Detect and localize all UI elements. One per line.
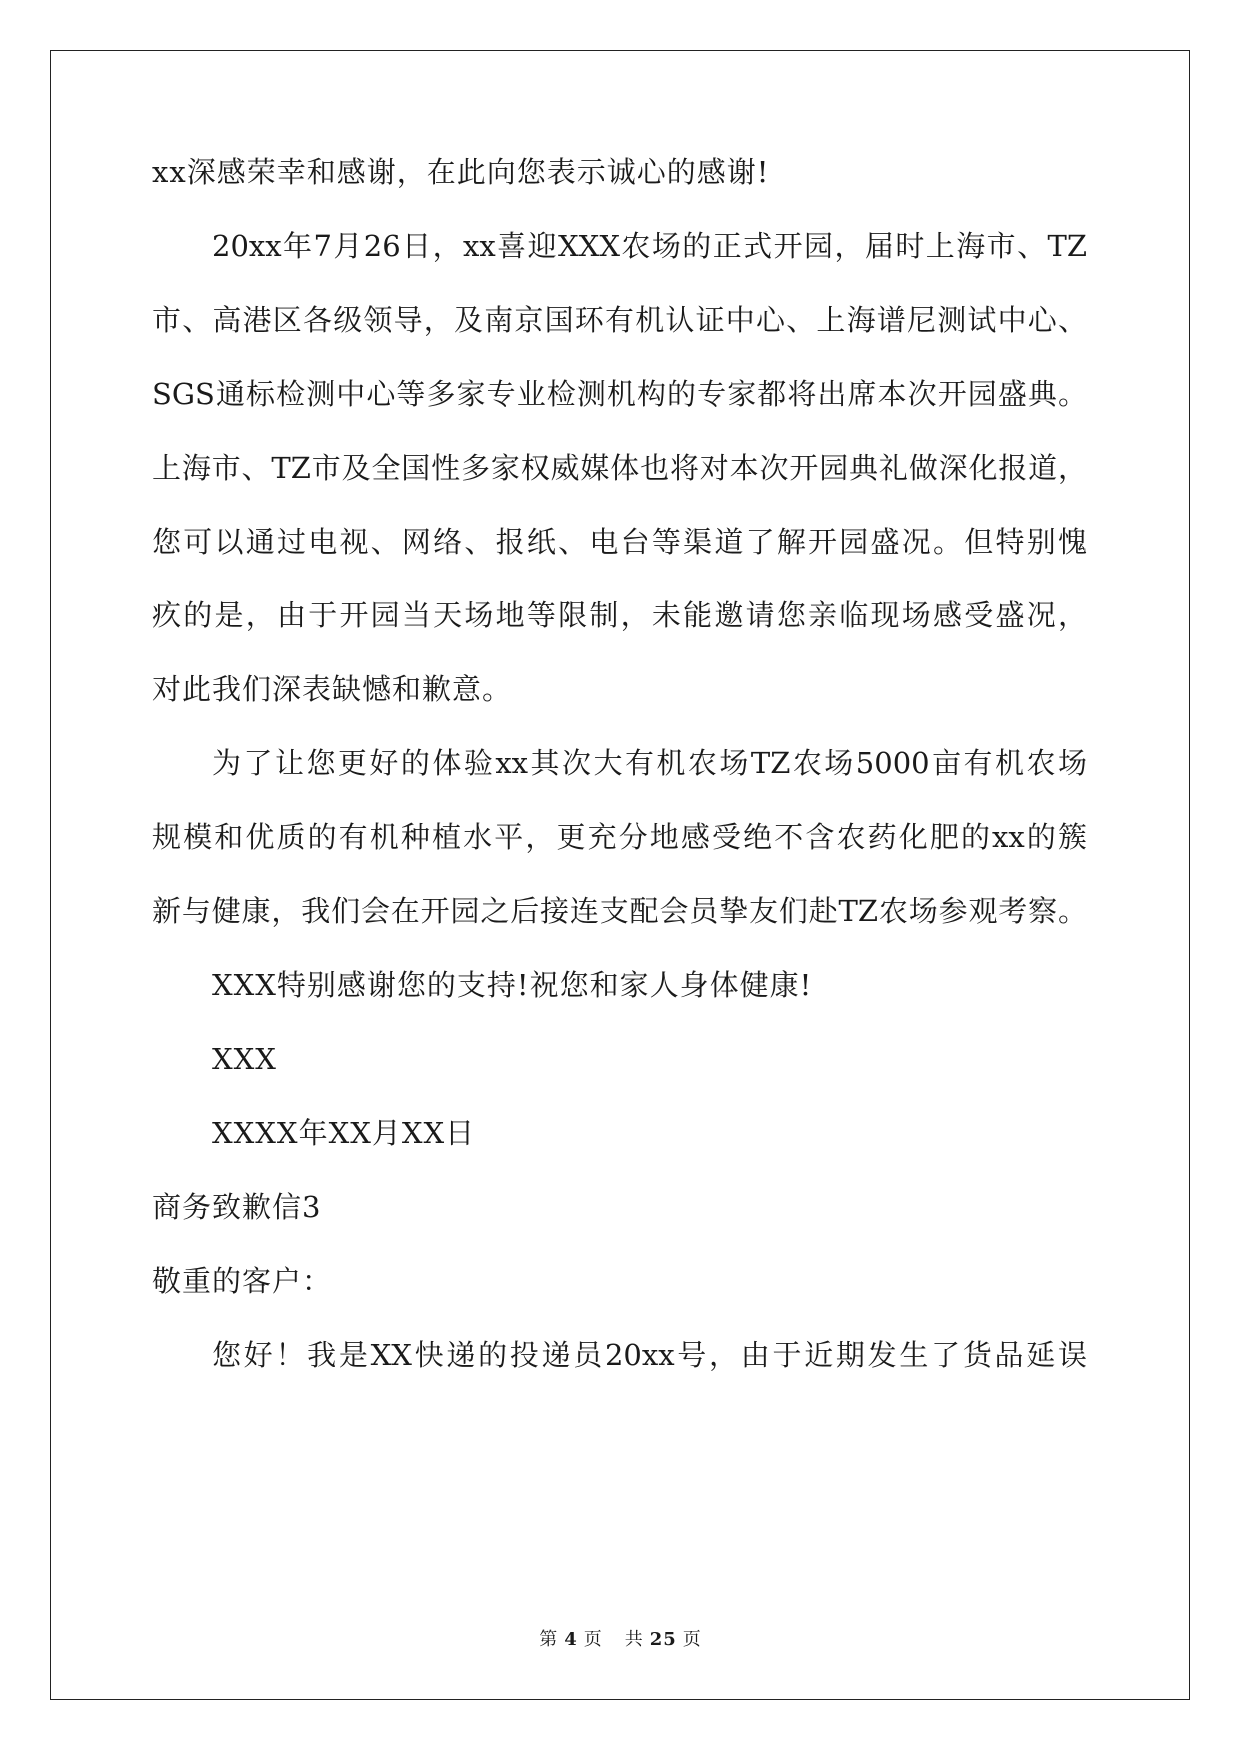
text-line: 市、高港区各级领导，及南京国环有机认证中心、上海谱尼测试中心、 [152, 303, 1087, 337]
total-pages: 25 [649, 1629, 677, 1650]
footer-prefix: 第 [539, 1629, 559, 1650]
footer-total-suffix: 页 [682, 1629, 702, 1650]
signature-name: XXX [212, 1042, 277, 1076]
text-line: 对此我们深表缺憾和歉意。 [152, 672, 513, 706]
text-line: 规模和优质的有机种植水平，更充分地感受绝不含农药化肥的xx的簇 [152, 820, 1087, 854]
text-line: 您好！我是XX快递的投递员20xx号，由于近期发生了货品延误 [212, 1338, 1087, 1372]
text-line: 为了让您更好的体验xx其次大有机农场TZ农场5000亩有机农场 [212, 746, 1087, 780]
footer-total-prefix: 共 [624, 1629, 644, 1650]
footer-page-suffix: 页 [583, 1629, 603, 1650]
text-line: XXX特别感谢您的支持!祝您和家人身体健康! [212, 968, 813, 1002]
text-line: 疚的是，由于开园当天场地等限制，未能邀请您亲临现场感受盛况， [152, 598, 1087, 632]
section-heading: 商务致歉信3 [152, 1190, 322, 1224]
text-line: 您可以通过电视、网络、报纸、电台等渠道了解开园盛况。但特别愧 [152, 525, 1087, 559]
text-line: SGS通标检测中心等多家专业检测机构的专家都将出席本次开园盛典。 [152, 377, 1087, 411]
text-line: 20xx年7月26日，xx喜迎XXX农场的正式开园，届时上海市、TZ [212, 229, 1087, 263]
text-line: 新与健康，我们会在开园之后接连支配会员挚友们赴TZ农场参观考察。 [152, 894, 1087, 928]
page-border [50, 50, 1190, 1700]
text-line: xx深感荣幸和感谢，在此向您表示诚心的感谢! [152, 155, 770, 189]
page-number: 4 [564, 1629, 578, 1650]
signature-date: XXXX年XX月XX日 [212, 1116, 476, 1150]
text-line: 上海市、TZ市及全国性多家权威媒体也将对本次开园典礼做深化报道， [152, 451, 1087, 485]
salutation: 敬重的客户： [152, 1264, 333, 1298]
page-footer [0, 1625, 1241, 1651]
